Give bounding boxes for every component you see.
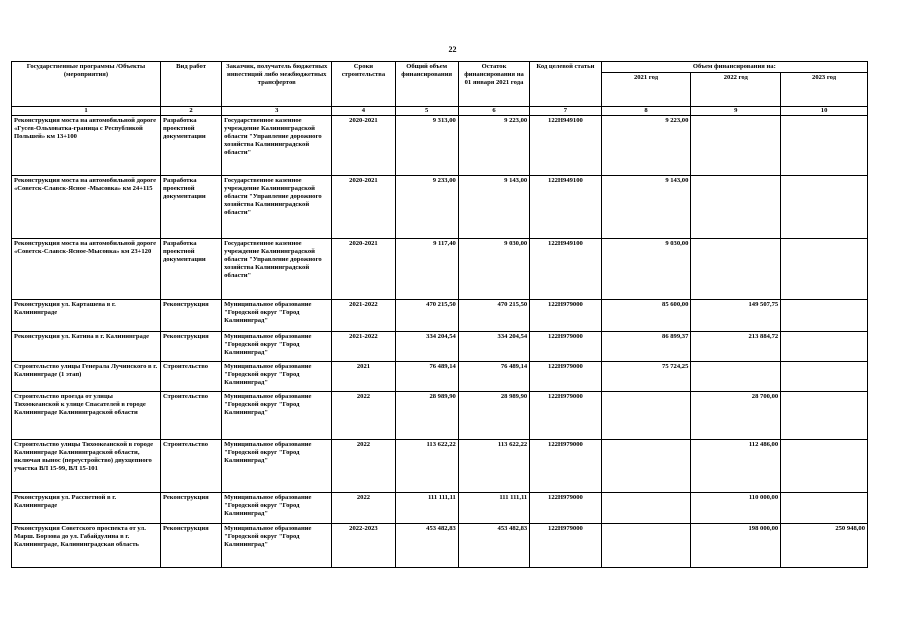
total-financing: 470 215,50: [395, 300, 458, 332]
funding-2022: 28 700,00: [691, 392, 781, 440]
header-2023: 2023 год: [781, 73, 868, 107]
funding-2023: 250 948,00: [781, 524, 868, 568]
remainder-financing: 9 143,00: [458, 176, 529, 239]
construction-terms: 2022: [332, 493, 395, 524]
column-number: 8: [601, 107, 691, 116]
construction-terms: 2020-2021: [332, 239, 395, 300]
funding-2021: 9 223,00: [601, 116, 691, 176]
total-financing: 76 489,14: [395, 362, 458, 392]
customer: Муниципальное образование "Городской округ "Город Калининград": [222, 440, 332, 493]
funding-2023: [781, 300, 868, 332]
construction-terms: 2022: [332, 392, 395, 440]
funding-2023: [781, 116, 868, 176]
total-financing: 113 622,22: [395, 440, 458, 493]
header-2021: 2021 год: [601, 73, 691, 107]
object-name: Реконструкция моста на автомобильной дороге «Советск-Славск-Ясное -Мысовка» км 24+115: [12, 176, 161, 239]
table-row: [12, 116, 868, 176]
remainder-financing: 9 223,00: [458, 116, 529, 176]
object-name: Строительство проезда от улицы Тихоокеанской к улице Спасателей в городе Калининграде Калининградской области: [12, 392, 161, 440]
table-row: [12, 524, 868, 568]
column-number: 3: [222, 107, 332, 116]
total-financing: 9 233,00: [395, 176, 458, 239]
table-row: [12, 392, 868, 440]
funding-2021: 9 143,00: [601, 176, 691, 239]
funding-2023: [781, 392, 868, 440]
header-2022: 2022 год: [691, 73, 781, 107]
construction-terms: 2020-2021: [332, 176, 395, 239]
funding-2022: [691, 362, 781, 392]
target-code: 122Н979000: [530, 440, 601, 493]
total-financing: 9 117,40: [395, 239, 458, 300]
customer: Муниципальное образование "Городской округ "Город Калининград": [222, 493, 332, 524]
remainder-financing: 76 489,14: [458, 362, 529, 392]
funding-2022: [691, 239, 781, 300]
remainder-financing: 28 989,90: [458, 392, 529, 440]
funding-2021: 9 030,00: [601, 239, 691, 300]
table-row: [12, 493, 868, 524]
header-program: Государственные программы /Объекты (мероприятия): [12, 62, 161, 107]
funding-2023: [781, 332, 868, 362]
work-type: Строительство: [160, 362, 221, 392]
column-number: 2: [160, 107, 221, 116]
construction-terms: 2021: [332, 362, 395, 392]
funding-2022: [691, 176, 781, 239]
funding-2023: [781, 493, 868, 524]
construction-terms: 2022-2023: [332, 524, 395, 568]
work-type: Реконструкция: [160, 332, 221, 362]
object-name: Строительство улицы Тихоокеанской в городе Калининграде Калининградской области, включая вынос (переустройство) двухцепного участка ВЛ 15-99, ВЛ 15-101: [12, 440, 161, 493]
funding-2022: 149 507,75: [691, 300, 781, 332]
funding-2023: [781, 440, 868, 493]
customer: Муниципальное образование "Городской округ "Город Калининград": [222, 332, 332, 362]
funding-2021: 86 899,37: [601, 332, 691, 362]
construction-terms: 2021-2022: [332, 332, 395, 362]
target-code: 122Н979000: [530, 392, 601, 440]
financing-table: [11, 61, 868, 568]
header-remainder: Остаток финансирования на 01 января 2021 года: [458, 62, 529, 107]
header-work-type: Вид работ: [160, 62, 221, 107]
funding-2023: [781, 362, 868, 392]
work-type: Разработка проектной документации: [160, 176, 221, 239]
customer: Муниципальное образование "Городской округ "Город Калининград": [222, 524, 332, 568]
page-number: 22: [448, 45, 457, 54]
customer: Государственное казенное учреждение Калининградской области "Управление дорожного хозяйства Калининградской области": [222, 116, 332, 176]
work-type: Строительство: [160, 392, 221, 440]
funding-2021: [601, 493, 691, 524]
column-number: 5: [395, 107, 458, 116]
object-name: Строительство улицы Генерала Лучинского в г. Калининграде (1 этап): [12, 362, 161, 392]
funding-2022: 110 000,00: [691, 493, 781, 524]
funding-2021: 75 724,25: [601, 362, 691, 392]
header-customer: Заказчик, получатель бюджетных инвестиций либо межбюджетных трансфертов: [222, 62, 332, 107]
customer: Муниципальное образование "Городской округ "Город Калининград": [222, 362, 332, 392]
funding-2022: 112 486,00: [691, 440, 781, 493]
table-row: [12, 440, 868, 493]
customer: Государственное казенное учреждение Калининградской области "Управление дорожного хозяйства Калининградской области": [222, 239, 332, 300]
target-code: 122Н979000: [530, 524, 601, 568]
construction-terms: 2022: [332, 440, 395, 493]
total-financing: 334 204,54: [395, 332, 458, 362]
work-type: Реконструкция: [160, 493, 221, 524]
remainder-financing: 470 215,50: [458, 300, 529, 332]
table-row: [12, 332, 868, 362]
remainder-financing: 334 204,54: [458, 332, 529, 362]
target-code: 122Н979000: [530, 332, 601, 362]
work-type: Реконструкция: [160, 524, 221, 568]
total-financing: 9 313,00: [395, 116, 458, 176]
column-number: 7: [530, 107, 601, 116]
header-total: Общий объем финансирования: [395, 62, 458, 107]
funding-2022: 198 000,00: [691, 524, 781, 568]
construction-terms: 2021-2022: [332, 300, 395, 332]
customer: Муниципальное образование "Городской округ "Город Калининград": [222, 300, 332, 332]
column-number: 4: [332, 107, 395, 116]
work-type: Строительство: [160, 440, 221, 493]
funding-2021: [601, 440, 691, 493]
remainder-financing: 111 111,11: [458, 493, 529, 524]
object-name: Реконструкция моста на автомобильной дороге «Советск-Славск-Ясное-Мысовка» км 23+120: [12, 239, 161, 300]
header-funding: Объем финансирования на:: [601, 62, 867, 73]
table-row: [12, 176, 868, 239]
column-number-row: [12, 107, 868, 116]
work-type: Реконструкция: [160, 300, 221, 332]
target-code: 122Н979000: [530, 362, 601, 392]
header-terms: Сроки строительства: [332, 62, 395, 107]
funding-2021: [601, 524, 691, 568]
remainder-financing: 453 482,83: [458, 524, 529, 568]
column-number: 6: [458, 107, 529, 116]
column-number: 10: [781, 107, 868, 116]
object-name: Реконструкция моста на автомобильной дороге «Гусев-Ольховатка-граница с Республикой Польшей» км 13+100: [12, 116, 161, 176]
target-code: 122Н949100: [530, 239, 601, 300]
column-number: 9: [691, 107, 781, 116]
target-code: 122Н949100: [530, 116, 601, 176]
funding-2022: 213 884,72: [691, 332, 781, 362]
table-row: [12, 362, 868, 392]
construction-terms: 2020-2021: [332, 116, 395, 176]
remainder-financing: 113 622,22: [458, 440, 529, 493]
total-financing: 111 111,11: [395, 493, 458, 524]
work-type: Разработка проектной документации: [160, 239, 221, 300]
customer: Муниципальное образование "Городской округ "Город Калининград": [222, 392, 332, 440]
funding-2021: [601, 392, 691, 440]
table-row: [12, 300, 868, 332]
funding-2023: [781, 239, 868, 300]
funding-2022: [691, 116, 781, 176]
table-row: [12, 239, 868, 300]
object-name: Реконструкция ул. Рассветной в г. Калининграде: [12, 493, 161, 524]
funding-2023: [781, 176, 868, 239]
work-type: Разработка проектной документации: [160, 116, 221, 176]
column-number: 1: [12, 107, 161, 116]
total-financing: 28 989,90: [395, 392, 458, 440]
object-name: Реконструкция Советского проспекта от ул. Марш. Борзова до ул. Габайдулина в г. Калининграде, Калининградская область: [12, 524, 161, 568]
object-name: Реконструкция ул. Карташева в г. Калининграде: [12, 300, 161, 332]
target-code: 122Н979000: [530, 300, 601, 332]
funding-2021: 85 600,00: [601, 300, 691, 332]
target-code: 122Н979000: [530, 493, 601, 524]
customer: Государственное казенное учреждение Калининградской области "Управление дорожного хозяйства Калининградской области": [222, 176, 332, 239]
header-code: Код целевой статьи: [530, 62, 601, 107]
remainder-financing: 9 030,00: [458, 239, 529, 300]
target-code: 122Н949100: [530, 176, 601, 239]
total-financing: 453 482,83: [395, 524, 458, 568]
object-name: Реконструкция ул. Катина в г. Калининграде: [12, 332, 161, 362]
